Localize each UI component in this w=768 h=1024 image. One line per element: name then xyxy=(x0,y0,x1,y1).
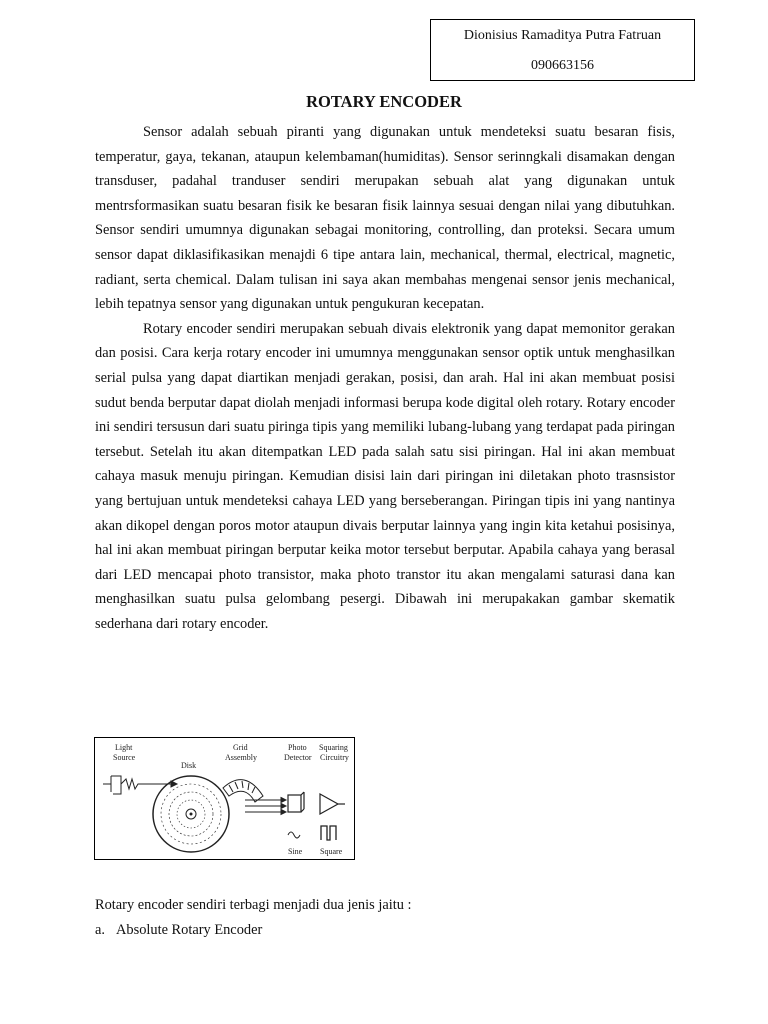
grid-assembly-icon xyxy=(223,780,263,802)
paragraph-1: Sensor adalah sebuah piranti yang digunakan untuk mendeteksi suatu besaran fisis, temperatur, gaya, tekanan, ataupun kelembaman(humiditas). Sensor serinngkali disamakan dengan transduser, padahal tranduser sendiri merupakan sebuah alat yang digunakan untuk mentrsformasikan suatu besaran fisik ke besaran fisik lainnya sesuai dengan nilai yang dibutuhkan. Sensor sendiri umumnya digunakan sebagai monitoring, controlling, dan proteksi. Secara umum sensor dapat diklasifikasikan menajdi 6 tipe antara lain, mechanical, thermal, electrical, magnetic, radiant, serta chemical. Dalam tulisan ini saya akan membahas mengenai sensor jenis mechanical, lebih tepatnya sensor yang digunakan untuk pengukuran kecepatan. xyxy=(95,124,675,313)
page-title: ROTARY ENCODER xyxy=(306,92,462,111)
light-source-icon xyxy=(103,776,143,794)
list-item-text: Absolute Rotary Encoder xyxy=(116,921,263,938)
label-sine: Sine xyxy=(288,847,303,856)
label-source: Source xyxy=(113,753,136,762)
author-id: 090663156 xyxy=(531,58,594,73)
detector-arrows-icon xyxy=(245,798,286,815)
sine-wave-icon xyxy=(288,832,300,838)
label-disk: Disk xyxy=(181,761,197,770)
rotary-encoder-schematic xyxy=(94,737,355,860)
author-name: Dionisius Ramaditya Putra Fatruan xyxy=(463,28,662,43)
photo-detector-icon xyxy=(288,792,304,812)
label-square: Square xyxy=(320,847,343,856)
label-light: Light xyxy=(115,743,133,752)
label-squaring: Squaring xyxy=(319,743,348,752)
label-grid: Grid xyxy=(233,743,248,752)
label-detector: Detector xyxy=(284,753,312,762)
list-marker: a. xyxy=(95,921,105,938)
after-figure-text xyxy=(95,893,675,942)
label-circuitry: Circuitry xyxy=(320,753,349,762)
types-intro: Rotary encoder sendiri terbagi menjadi dua jenis jaitu : xyxy=(95,897,412,913)
square-wave-icon xyxy=(321,826,336,840)
paragraph-2: Rotary encoder sendiri merupakan sebuah divais elektronik yang dapat memonitor gerakan dan posisi. Cara kerja rotary encoder ini umumnya menggunakan sensor optik untuk menghasilkan serial pulsa yang dapat diartikan menjadi gerakan, posisi, dan arah. Hal ini akan membuat posisi sudut benda berputar dapat diolah menjadi informasi berupa kode digital oleh rotary. Rotary encoder ini sendiri tersusun dari suatu piringa tipis yang memiliki lubang-lubang yang terdapat pada piringan tersebut. Setelah itu akan ditempatkan LED pada salah satu sisi piringan. Hal ini akan membuat cahaya masuk menuju piringan. Kemudian disisi lain dari piringan ini diletakan photo trasnsistor yang bertujuan untuk mendeteksi cahaya LED yang berseberangan. Piringan tipis ini yang nantinya akan dikopel dengan poros motor ataupun divais berputar lainnya yang ingin kita ketahui posisinya, hal ini akan membuat piringan berputar keika motor tersebut berputar. Apabila cahaya yang berasal dari LED mencapai photo transistor, maka photo transtor itu akan mengalami saturasi dana kan menghasilkan suatu pulsa gelombang pesergi. Dibawah ini merupakakan gambar skematik sederhana dari rotary encoder. xyxy=(95,320,675,632)
list-item xyxy=(95,918,675,943)
body-text xyxy=(95,120,675,636)
label-assembly: Assembly xyxy=(225,753,257,762)
amplifier-icon xyxy=(320,794,345,814)
label-photo: Photo xyxy=(288,743,307,752)
schematic-drawing xyxy=(95,738,354,859)
disk-icon xyxy=(153,776,229,852)
author-box xyxy=(430,19,695,81)
